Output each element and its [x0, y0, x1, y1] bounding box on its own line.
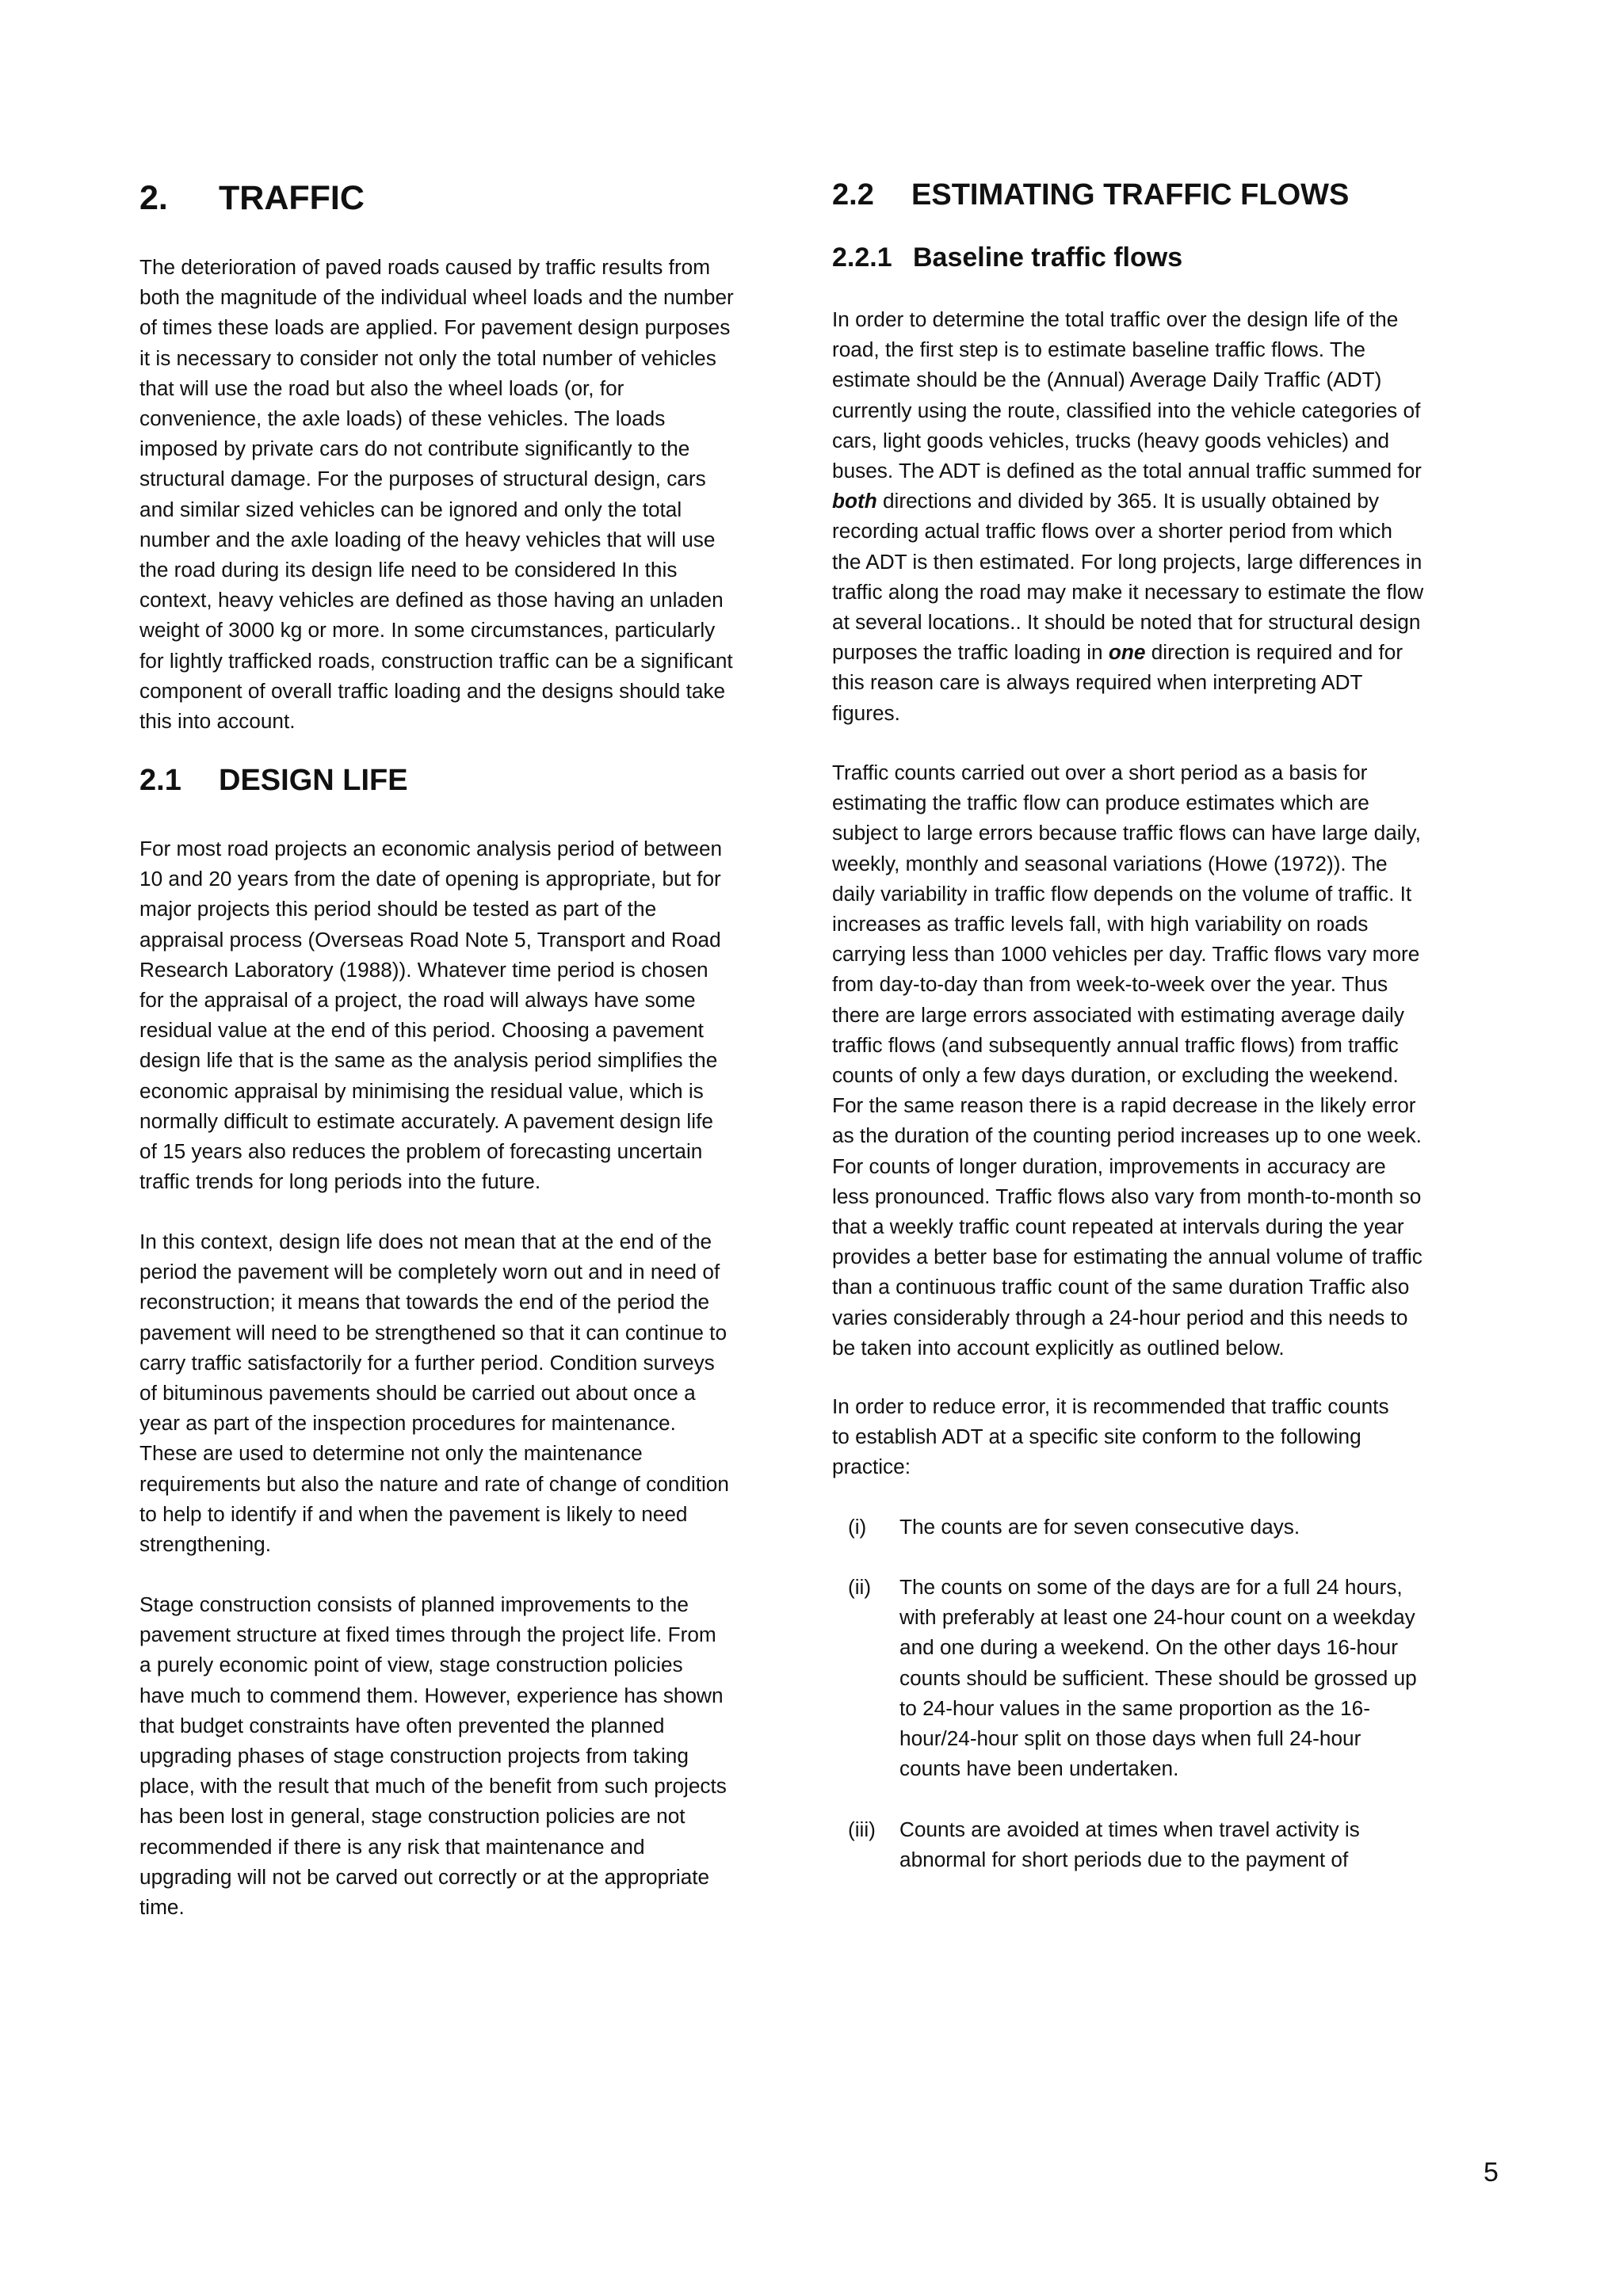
section-2-2-1-number: 2.2.1 [832, 242, 892, 273]
section-2-2-heading [832, 177, 1349, 213]
list-marker-iii: (iii) [848, 1817, 876, 1841]
baseline-paragraph-1-part-1: In order to determine the total traffic over the design life of the road, the first step is to estimate baseline traffic flows. The estimate should be the (Annual) Average Daily Traffic (ADT) currently using the route, classified into the vehicle categories of cars, light goods vehicles, trucks (heavy goods vehicles) and buses. The ADT is defined as the total annual traffic summed for [832, 307, 1422, 483]
section-2-2-number: 2.2 [832, 178, 874, 212]
section-2-heading [139, 178, 365, 218]
page-number: 5 [1484, 2157, 1499, 2187]
section-2-2-1-title: Baseline traffic flows [913, 242, 1183, 273]
baseline-paragraph-1-part-3: direction is required and for this reason care is always required when interpreting ADT figures. [832, 640, 1403, 725]
section-2-1-number: 2.1 [139, 764, 181, 797]
section-2-2-title: ESTIMATING TRAFFIC FLOWS [911, 178, 1350, 212]
baseline-paragraph-3: In order to reduce error, it is recommended that traffic counts to establish ADT at a specific site conform to the following practice: [832, 1394, 1389, 1479]
baseline-paragraph-1 [832, 304, 1474, 728]
section-2-2-1-heading [832, 241, 1182, 274]
list-text-ii: The counts on some of the days are for a full 24 hours, with preferably at least one 24-hour count on a weekday and one during a weekend. On the other days 16-hour counts should be sufficient. These should be grossed up to 24-hour values in the same proportion as the 16- hour/24-hour split on those days when full 24-hour counts have been undertaken. [899, 1575, 1417, 1781]
design-life-paragraph-3: Stage construction consists of planned improvements to the pavement structure at fixed times through the project life. From a purely economic point of view, stage construction policies have much to commend them. However, experience has shown that budget constraints have often prevented the planned upgrading phases of stage construction projects from taking place, with the result that much of the benefit from such projects has been lost in general, stage construction policies are not recommended if there is any risk that maintenance and upgrading will not be carved out correctly or at the appropriate time. [139, 1592, 727, 1920]
design-life-paragraph-2: In this context, design life does not mean that at the end of the period the pavement will be completely worn out and in need of reconstruction; it means that towards the end of the period the pavement will need to be strengthened so that it can continue to carry traffic satisfactorily for a further period. Condition surveys of bituminous pavements should be carried out about once a year as part of the inspection procedures for maintenance. These are used to determine not only the maintenance requirements but also the nature and rate of change of condition to help to identify if and when the pavement is likely to need strengthening. [139, 1230, 729, 1557]
list-marker-ii: (ii) [848, 1575, 872, 1599]
list-text-iii: Counts are avoided at times when travel activity is abnormal for short periods due to the payment of [899, 1817, 1360, 1872]
baseline-paragraph-2: Traffic counts carried out over a short period as a basis for estimating the traffic flow can produce estimates which are subject to large errors because traffic flows can have large daily, weekly, monthly and seasonal variations (Howe (1972)). The daily variability in traffic flow depends on the volume of traffic. It increases as traffic levels fall, with high variability on roads carrying less than 1000 vehicles per day. Traffic flows vary more from day-to-day than from week-to-week over the year. Thus there are large errors associated with estimating average daily traffic flows (and subsequently annual traffic flows) from traffic counts of only a few days duration, or excluding the weekend. For the same reason there is a rapid decrease in the likely error as the duration of the counting period increases up to one week. For counts of longer duration, improvements in accuracy are less pronounced. Traffic flows also vary from month-to-month so that a weekly traffic count repeated at intervals during the year provides a better base for estimating the annual volume of traffic than a continuous traffic count of the same duration Traffic also varies considerably through a 24-hour period and this needs to be taken into account explicitly as outlined below. [832, 761, 1423, 1360]
emphasis-both: both [832, 489, 877, 513]
emphasis-one: one [1108, 640, 1146, 665]
section-2-title: TRAFFIC [219, 179, 365, 217]
section-2-number: 2. [139, 179, 168, 217]
section-2-1-title: DESIGN LIFE [219, 764, 408, 797]
list-text-i: The counts are for seven consecutive days. [899, 1515, 1300, 1539]
baseline-paragraph-1-part-2: directions and divided by 365. It is usually obtained by recording actual traffic flows over a shorter period from which the ADT is then estimated. For long projects, large differences in traffic along the road may make it necessary to estimate the flow at several locations.. It should be noted that for structural design purposes the traffic loading in [832, 489, 1424, 665]
section-2-intro-paragraph: The deterioration of paved roads caused by traffic results from both the magnitude of the individual wheel loads and the number of times these loads are applied. For pavement design purposes it is necessary to consider not only the total number of vehicles that will use the road but also the wheel loads (or, for convenience, the axle loads) of these vehicles. The loads imposed by private cars do not contribute significantly to the structural damage. For the purposes of structural design, cars and similar sized vehicles can be ignored and only the total number and the axle loading of the heavy vehicles that will use the road during its design life need to be considered In this context, heavy vehicles are defined as those having an unladen weight of 3000 kg or more. In some circumstances, particularly for lightly trafficked roads, construction traffic can be a significant component of overall traffic loading and the designs should take this into account. [139, 255, 734, 734]
section-2-1-heading [139, 762, 408, 799]
list-marker-i: (i) [848, 1515, 867, 1539]
design-life-paragraph-1: For most road projects an economic analysis period of between 10 and 20 years from the date of opening is appropriate, but for major projects this period should be tested as part of the appraisal process (Overseas Road Note 5, Transport and Road Research Laboratory (1988)). Whatever time period is chosen for the appraisal of a project, the road will always have some residual value at the end of this period. Choosing a pavement design life that is the same as the analysis period simplifies the economic appraisal by minimising the residual value, which is normally difficult to estimate accurately. A pavement design life of 15 years also reduces the problem of forecasting uncertain traffic trends for long periods into the future. [139, 837, 723, 1194]
